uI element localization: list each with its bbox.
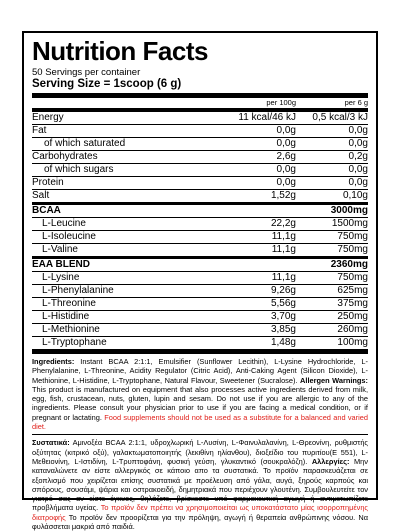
nutrient-name: Protein xyxy=(32,177,64,188)
amino-name: L-Lysine xyxy=(42,272,80,283)
amino-name: L-Isoleucine xyxy=(42,231,96,242)
eaa-header-row xyxy=(32,259,368,272)
amino-name: L-Leucine xyxy=(42,218,86,229)
nutrient-per-serving: 0,0g xyxy=(348,164,368,175)
amino-per-serving: 1500mg xyxy=(331,218,368,229)
amino-per-serving: 100mg xyxy=(337,337,368,348)
nutrient-per-serving: 0,10g xyxy=(342,190,368,201)
closing-text-greek: Το προϊόν δεν προορίζεται για την πρόληψη, αγωγή ή θεραπεία ανθρώπινης νόσου. Να φυλάσσεται μακριά από παιδιά. xyxy=(32,512,368,531)
bcaa-name: BCAA xyxy=(32,205,61,216)
nutrient-per-serving: 0,0g xyxy=(348,177,368,188)
nutrient-per-100g: 11 kcal/46 kJ xyxy=(238,112,296,123)
nutrient-row xyxy=(32,125,368,138)
amino-per-serving: 625mg xyxy=(337,285,368,296)
amino-name: L-Methionine xyxy=(42,324,100,335)
amino-name: L-Tryptophane xyxy=(42,337,107,348)
bcaa-header-row xyxy=(32,205,368,218)
bcaa-total: 3000mg xyxy=(330,205,368,216)
ingredients-label: Ingredients: xyxy=(32,357,75,366)
nutrient-per-serving: 0,0g xyxy=(348,125,368,136)
amino-per-100g: 9,26g xyxy=(270,285,296,296)
ingredients-text: Instant BCAA 2:1:1, Emulsifier (Sunflower Lecithin), L-Lysine Hydrochloride, L-Phenylalanine, L-Threonine, Acidity Regulator (Citric Acid), Anti-Caking Agent (Silicon Dioxide), L-Methionine, L-Histidine, L-Tryptophane, Natural Flavour, Sweetener (Sucralose). xyxy=(32,357,368,385)
nutrient-row xyxy=(32,151,368,164)
allergen-text: This product is manufactured on equipment that also processes active ingredients derived from milk, egg, fish, crustacean, nuts, gluten, lupin and sesam. Do not use if you are allergic to any of the ingredients. Please consult your physician prior to use if you are facing a medical condition, or if pregnant or lactating. xyxy=(32,384,368,422)
nutrient-per-serving: 0,5 kcal/3 kJ xyxy=(312,112,368,123)
amino-per-100g: 5,56g xyxy=(270,298,296,309)
nutrition-facts-label xyxy=(22,31,378,531)
amino-per-serving: 750mg xyxy=(337,272,368,283)
greek-ingredients xyxy=(32,438,368,531)
thick-divider xyxy=(32,349,368,354)
nutrient-name: Carbohydrates xyxy=(32,151,98,162)
nutrient-per-serving: 0,0g xyxy=(348,138,368,149)
amino-row xyxy=(32,324,368,337)
amino-per-100g: 11,1g xyxy=(271,231,296,242)
english-ingredients xyxy=(32,357,368,431)
eaa-name: EAA BLEND xyxy=(32,259,90,270)
supplement-warning-greek: Το προϊόν δεν πρέπει να χρησιμοποιείται ως υποκατάστατο μίας ισορροπημένης διατροφής xyxy=(32,503,368,522)
nutrient-row xyxy=(32,164,368,177)
nutrient-per-100g: 0,0g xyxy=(276,138,296,149)
amino-per-100g: 22,2g xyxy=(270,218,296,229)
amino-row xyxy=(32,337,368,349)
supplement-warning: Food supplements should not be used as a substitute for a balanced and varied diet. xyxy=(32,412,368,432)
amino-per-serving: 375mg xyxy=(337,298,368,309)
nutrient-row xyxy=(32,190,368,202)
amino-row xyxy=(32,244,368,256)
col-per-100g-header: per 100g xyxy=(266,98,296,107)
ingredients-text-greek: Αμινοξέα BCAA 2:1:1, υδροχλωρική L-Λυσίνη, L-Φαινυλαλανίνη, L-Θρεονίνη, ρυθμιστής οξύτητας (κιτρικό οξύ), γαλακτωματοποιητής (λεκιθίνη ηλίανθου), διοξείδιο του πυριτίου(E 551), L-Μεθειονίνη, L-Ιστιδίνη, L-Τρυπτοφάνη, φυσική γεύση, γλυκαντικό (σουκραλόζη). xyxy=(32,438,368,466)
serving-size: Serving Size = 1scoop (6 g) xyxy=(32,78,182,90)
amino-per-serving: 260mg xyxy=(337,324,368,335)
amino-name: L-Threonine xyxy=(42,298,96,309)
nutrient-per-100g: 0,0g xyxy=(276,177,296,188)
amino-name: L-Histidine xyxy=(42,311,90,322)
amino-row xyxy=(32,285,368,298)
amino-per-100g: 11,1g xyxy=(271,272,296,283)
amino-per-100g: 3,85g xyxy=(270,324,296,335)
amino-row xyxy=(32,298,368,311)
nutrient-name: Energy xyxy=(32,112,64,123)
amino-row xyxy=(32,218,368,231)
nutrient-per-100g: 1,52g xyxy=(270,190,296,201)
servings-per-container: 50 Servings per container xyxy=(32,67,141,78)
nutrient-per-serving: 0,2g xyxy=(348,151,368,162)
amino-row xyxy=(32,311,368,324)
nutrient-per-100g: 2,6g xyxy=(276,151,296,162)
amino-row xyxy=(32,272,368,285)
allergen-label: Allergen Warnings: xyxy=(300,375,369,385)
divider xyxy=(32,434,368,435)
nutrient-row xyxy=(32,112,368,125)
amino-per-100g: 11,1g xyxy=(271,244,296,255)
amino-per-100g: 1,48g xyxy=(270,337,296,348)
nutrient-row xyxy=(32,177,368,190)
amino-name: L-Valine xyxy=(42,244,78,255)
amino-per-serving: 250mg xyxy=(337,311,368,322)
amino-per-serving: 750mg xyxy=(337,244,368,255)
eaa-total: 2360mg xyxy=(330,259,368,270)
ingredients-label-greek: Συστατικά: xyxy=(32,438,70,448)
nutrient-name: Salt xyxy=(32,190,50,201)
allergen-text-greek: Μην καταναλώνετε αν είστε αλλεργικός σε κάποιο απο τα συστατικά. Το προϊόν παρασκευάζεται σε εξοπλισμό που χειρίζεται επίσης συστατικά με προέλευση από γάλα, αυγά, ξηρούς καρπούς και σπόρους, σουσάμι, ψάρια και οστρακοειδή, δημητριακά που περιέχουν γλουτένη. Συμβουλευτείτε τον γιατρό σας αν είστε έγκυος, θηλάζετε, βρίσκεστε υπό φαρμακευτική αγωγή ή αντιμετωπίζετε προβλήματα υγείας. xyxy=(32,456,368,513)
allergen-label-greek: Αλλεργίες: xyxy=(311,456,350,466)
column-header-row xyxy=(32,98,368,109)
nutrient-per-100g: 0,0g xyxy=(276,164,296,175)
label-title: Nutrition Facts xyxy=(32,36,208,66)
nutrient-name: of which sugars xyxy=(44,164,114,175)
nutrient-per-100g: 0,0g xyxy=(276,125,296,136)
amino-per-100g: 3,70g xyxy=(270,311,296,322)
col-per-serving-header: per 6 g xyxy=(344,98,368,107)
nutrient-name: of which saturated xyxy=(44,138,126,149)
amino-name: L-Phenylalanine xyxy=(42,285,114,296)
nutrient-name: Fat xyxy=(32,125,47,136)
nutrient-row xyxy=(32,138,368,151)
amino-row xyxy=(32,231,368,244)
amino-per-serving: 750mg xyxy=(337,231,368,242)
